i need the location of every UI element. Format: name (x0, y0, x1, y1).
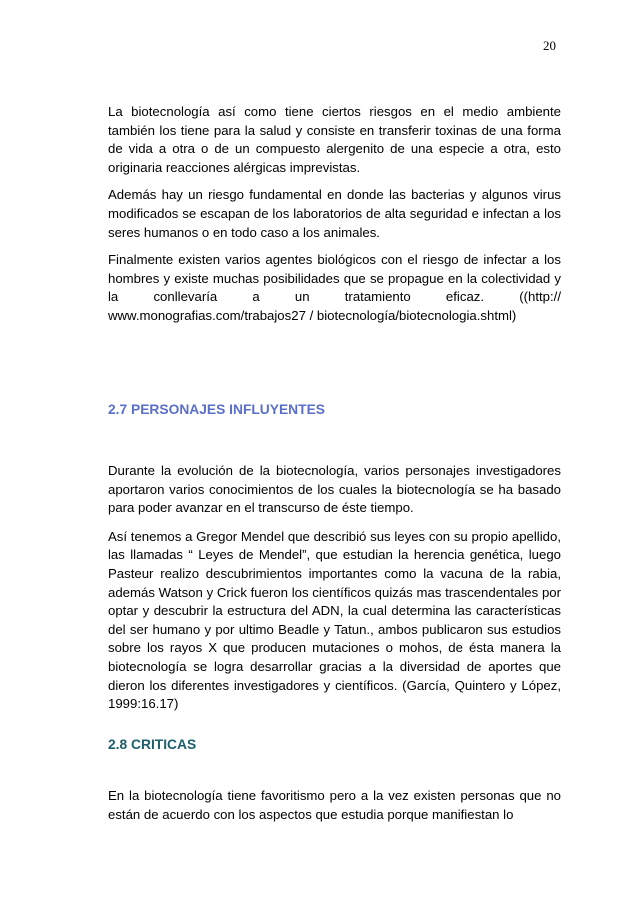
paragraph: Además hay un riesgo fundamental en donde las bacterias y algunos virus modificados se escapan de los laboratorios de alta seguridad e infectan a los seres humanos o en todo caso a los animales. (108, 187, 561, 240)
paragraph: Finalmente existen varios agentes biológicos con el riesgo de infectar a los hombres y existe muchas posibilidades que se propague en la colectividad y la conllevaría a un tratamiento eficaz. ((http:// www.monografias.com/trabajos27 / biotecnología/biotecnologia.shtml) (108, 252, 561, 323)
criticas-text-block (108, 787, 561, 824)
section-heading-personajes: 2.7 PERSONAJES INFLUYENTES (108, 402, 325, 417)
paragraph: Así tenemos a Gregor Mendel que describió sus leyes con su propio apellido, las llamadas “ Leyes de Mendel”, que estudian la herencia genética, luego Pasteur realizo descubrimientos importantes como la vacuna de la rabia, además Watson y Crick fueron los científicos quizás mas trascendentales por optar y descubrir la estructura del ADN, la cual determina las características del ser humano y por ultimo Beadle y Tatun., ambos publicaron sus estudios sobre los rayos X que producen mutaciones o mohos, de ésta manera la biotecnología se logra desarrollar gracias a la diversidad de aportes que dieron los diferentes investigadores y científicos. (García, Quintero y López, 1999:16.17) (108, 528, 561, 712)
paragraph: En la biotecnología tiene favoritismo pero a la vez existen personas que no están de acuerdo con los aspectos que estudia porque manifiestan lo (108, 788, 561, 822)
page-number: 20 (543, 38, 556, 53)
paragraph: Durante la evolución de la biotecnología, varios personajes investigadores aportaron varios conocimientos de los cuales la biotecnología se ha basado para poder avanzar en el transcurso de éste tiempo. (108, 463, 561, 516)
paragraph: La biotecnología así como tiene ciertos riesgos en el medio ambiente también los tiene para la salud y consiste en transferir toxinas de una forma de vida a otra o de un compuesto alergenito de una especie a otra, esto originaria reacciones alérgicas imprevistas. (108, 104, 561, 175)
intro-text-block (108, 103, 561, 326)
section-heading-criticas: 2.8 CRITICAS (108, 737, 197, 752)
personajes-text-block (108, 462, 561, 714)
